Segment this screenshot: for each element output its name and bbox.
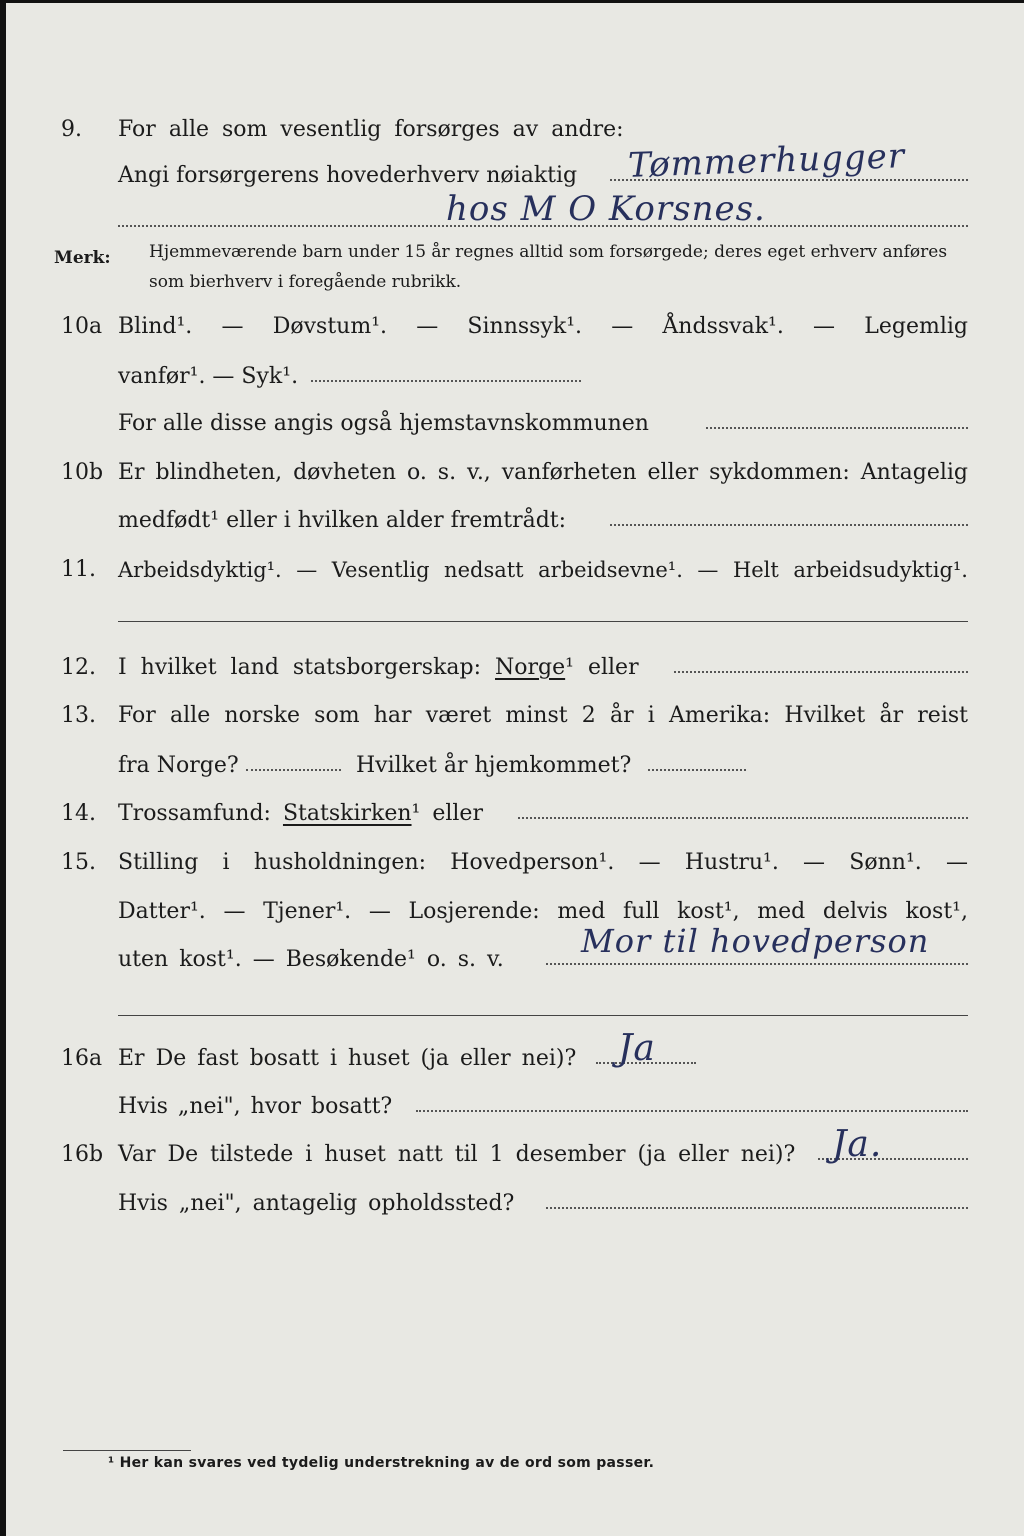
item-question: Hvilket år hjemkommet? xyxy=(356,753,632,778)
answer-line xyxy=(118,1015,968,1016)
item-question: Hvis „nei", antagelig opholdssted? xyxy=(118,1191,515,1216)
item-question: Hvis „nei", hvor bosatt? xyxy=(118,1094,393,1119)
question-text: ¹ eller xyxy=(565,655,639,680)
item-question: For alle som vesentlig forsørges av andre: xyxy=(118,117,624,142)
footnote: ¹ Her kan svares ved tydelig understrekning av de ord som passer. xyxy=(108,1455,655,1471)
answer-line xyxy=(706,427,968,429)
answer-line xyxy=(118,621,968,622)
item-number: 16b xyxy=(61,1142,104,1167)
item-number: 15. xyxy=(61,850,96,875)
item-question: Er blindheten, døvheten o. s. v., vanførheten eller sykdommen: Antagelig xyxy=(118,460,968,485)
item-number: 12. xyxy=(61,655,96,680)
item-question: Stilling i husholdningen: Hovedperson¹. — Hustru¹. — Sønn¹. — xyxy=(118,850,968,875)
item-question: Blind¹. — Døvstum¹. — Sinnssyk¹. — Åndssvak¹. — Legemlig xyxy=(118,314,968,339)
question-text: Trossamfund: xyxy=(118,801,271,826)
item-question: For alle norske som har været minst 2 år i Amerika: Hvilket år reist xyxy=(118,703,968,728)
item-number: 10b xyxy=(61,460,104,485)
item-question: uten kost¹. — Besøkende¹ o. s. v. xyxy=(118,947,504,972)
answer-line xyxy=(546,1207,968,1209)
question-text: I hvilket land statsborgerskap: xyxy=(118,655,482,680)
handwritten-answer: Ja. xyxy=(832,1124,883,1165)
item-question: Angi forsørgerens hovederhverv nøiaktig xyxy=(118,163,578,188)
item-question: Datter¹. — Tjener¹. — Losjerende: med full kost¹, med delvis kost¹, xyxy=(118,899,968,924)
answer-line xyxy=(518,817,968,819)
underlined-choice: Statskirken xyxy=(282,801,412,826)
answer-line xyxy=(648,769,746,771)
answer-line xyxy=(246,769,341,771)
item-question xyxy=(118,799,483,829)
item-number: 9. xyxy=(61,117,82,142)
note-text: Hjemmeværende barn under 15 år regnes alltid som forsørgede; deres eget erhverv anføres som bierhverv i foregående rubrikk. xyxy=(149,242,948,292)
item-number: 10a xyxy=(61,314,103,339)
item-question: For alle disse angis også hjemstavnskommunen xyxy=(118,411,649,436)
footnote-rule xyxy=(63,1450,191,1451)
answer-line xyxy=(674,671,968,673)
item-number: 13. xyxy=(61,703,96,728)
handwritten-answer: Ja xyxy=(618,1028,656,1069)
underlined-choice: Norge xyxy=(495,655,566,680)
note-label: Merk: xyxy=(54,248,111,268)
item-question: vanfør¹. — Syk¹. xyxy=(118,364,299,389)
question-text: ¹ eller xyxy=(411,801,483,826)
item-question: fra Norge? xyxy=(118,753,239,778)
item-question: Var De tilstede i huset natt til 1 desember (ja eller nei)? xyxy=(118,1142,796,1167)
answer-line xyxy=(610,524,968,526)
handwritten-answer: hos M O Korsnes. xyxy=(446,189,766,229)
item-question: medfødt¹ eller i hvilken alder fremtrådt: xyxy=(118,508,567,533)
answer-line xyxy=(546,963,968,965)
handwritten-answer: Mor til hovedperson xyxy=(581,922,930,960)
item-question: Er De fast bosatt i huset (ja eller nei)? xyxy=(118,1046,577,1071)
handwritten-answer: Tømmerhugger xyxy=(627,136,906,186)
item-number: 16a xyxy=(61,1046,103,1071)
item-number: 11. xyxy=(61,557,96,582)
item-question: Arbeidsdyktig¹. — Vesentlig nedsatt arbeidsevne¹. — Helt arbeidsudyktig¹. xyxy=(118,558,968,582)
answer-line xyxy=(416,1110,968,1112)
answer-line xyxy=(311,380,581,382)
item-question xyxy=(118,653,639,683)
item-number: 14. xyxy=(61,801,96,826)
